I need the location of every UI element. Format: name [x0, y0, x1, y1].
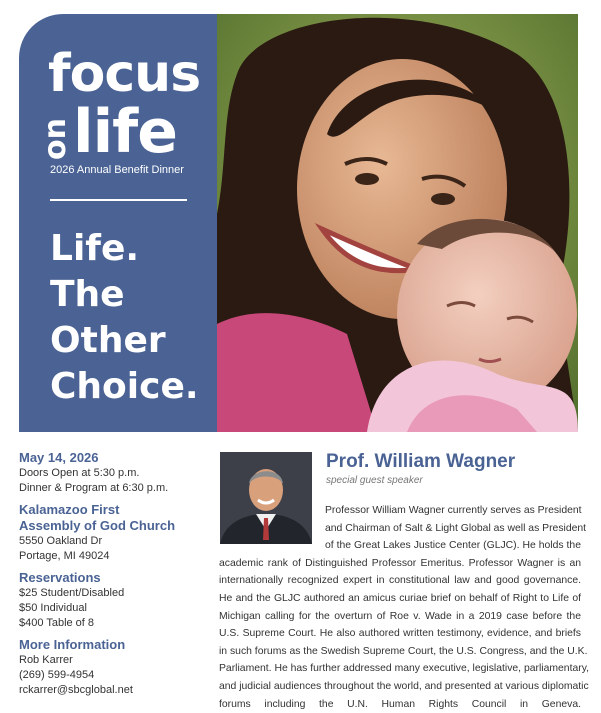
bio-line: of the Great Lakes Justice Center (GLJC). He holds the [325, 540, 581, 552]
contact-name: Rob Karrer [19, 654, 73, 666]
photo-illustration [217, 14, 578, 432]
more-info-heading: More Information [19, 637, 126, 652]
reservation-price: $400 Table of 8 [19, 617, 95, 629]
event-details [19, 450, 209, 698]
bio-line: forums including the U.N. Human Rights Council in Geneva. [219, 698, 581, 710]
venue-name-line2: Assembly of God Church [19, 518, 176, 533]
bio-line: He and the GLJC authored an amicus curiae brief on behalf of Right to Life of [219, 592, 581, 604]
brand-word-on: on [38, 118, 73, 160]
hero-banner [19, 14, 578, 432]
event-tagline: 2026 Annual Benefit Dinner [50, 164, 184, 176]
brand-panel [19, 14, 217, 432]
bio-line: and judicial audiences throughout the world, and presented at various diplomatic [219, 680, 589, 692]
bio-line: and Chairman of Salt & Light Global as well as President [325, 522, 587, 534]
headline-line: Life. [50, 228, 140, 269]
headline-line: Choice. [50, 366, 199, 407]
brand-word-life: life [73, 97, 177, 167]
brand-word-focus: focus [48, 44, 201, 104]
dinner-time: Dinner & Program at 6:30 p.m. [19, 482, 169, 494]
doors-time: Doors Open at 5:30 p.m. [19, 467, 140, 479]
bio-line: U.S. Supreme Court. He also authored written testimony, evidence, and briefs [219, 628, 581, 640]
venue-address1: 5550 Oakland Dr [19, 535, 103, 547]
venue-name-line1: Kalamazoo First [19, 502, 120, 517]
reservation-price: $25 Student/Disabled [19, 587, 125, 599]
contact-email: rckarrer@sbcglobal.net [19, 684, 133, 696]
brand-word-on-container [38, 106, 73, 164]
speaker-name: Prof. William Wagner [326, 451, 516, 472]
bio-line: internationally recognized expert in constitutional law and good governance. [219, 575, 581, 587]
reservation-price: $50 Individual [19, 602, 87, 614]
speaker-bio [219, 502, 590, 713]
headline [50, 226, 199, 410]
panel-divider [50, 199, 187, 201]
headline-line: The [50, 274, 125, 315]
mother-and-baby-photo [217, 14, 578, 432]
reservations-heading: Reservations [19, 570, 101, 585]
bio-line: academic rank of Distinguished Professor Emeritus. Professor Wagner is an [219, 557, 581, 569]
venue-address2: Portage, MI 49024 [19, 550, 110, 562]
speaker-role: special guest speaker [326, 475, 423, 486]
event-date: May 14, 2026 [19, 450, 99, 465]
bio-line: Parliament. He has further addressed many executive, legislative, parliamentary, [219, 663, 590, 675]
bio-line: in such forums as the Swedish Supreme Court, the U.S. Congress, and the U.K. [219, 645, 588, 657]
headline-line: Other [50, 320, 166, 361]
contact-phone: (269) 599-4954 [19, 669, 95, 681]
bio-line: Michigan calling for the overturn of Roe v. Wade in a 2019 case before the [219, 610, 581, 622]
bio-line: Professor William Wagner currently serves as President [325, 505, 582, 516]
